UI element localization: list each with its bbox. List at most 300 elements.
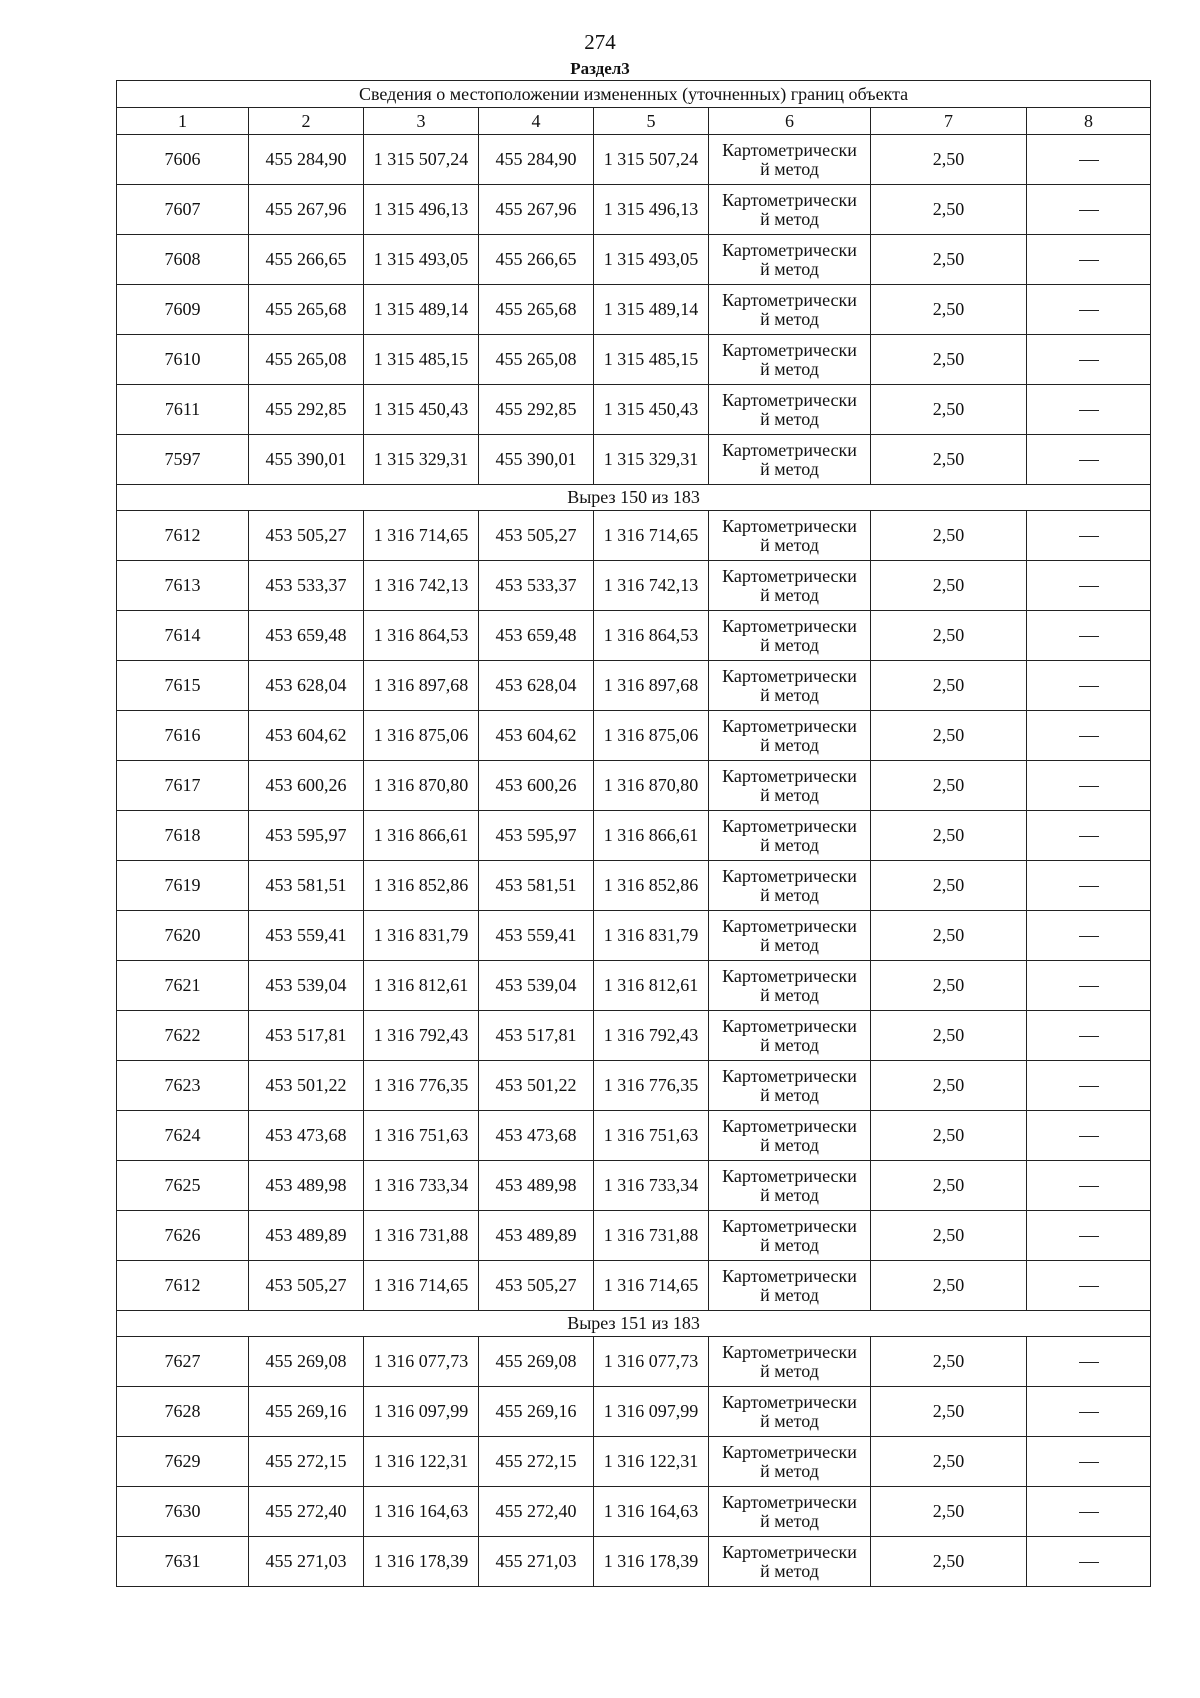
accuracy-cell: 2,50 xyxy=(871,1437,1027,1487)
note-cell xyxy=(1027,1161,1151,1211)
accuracy-cell: 2,50 xyxy=(871,235,1027,285)
note-cell xyxy=(1027,561,1151,611)
method-text-line2: й метод xyxy=(760,534,819,555)
note-cell xyxy=(1027,1487,1151,1537)
y-old-cell: 1 315 493,05 xyxy=(364,235,479,285)
note-cell xyxy=(1027,1537,1151,1587)
method-text-line1: Картометрически xyxy=(722,615,857,636)
y-old-cell: 1 316 164,63 xyxy=(364,1487,479,1537)
accuracy-cell: 2,50 xyxy=(871,1487,1027,1537)
accuracy-cell: 2,50 xyxy=(871,1161,1027,1211)
column-header: 1 xyxy=(117,108,249,135)
method-cell xyxy=(709,235,871,285)
point-number-cell: 7620 xyxy=(117,911,249,961)
y-new-cell: 1 315 450,43 xyxy=(594,385,709,435)
table-row xyxy=(117,1387,1151,1437)
method-cell xyxy=(709,1487,871,1537)
table-row xyxy=(117,611,1151,661)
y-old-cell: 1 316 812,61 xyxy=(364,961,479,1011)
column-header: 4 xyxy=(479,108,594,135)
em-dash-icon xyxy=(1079,1286,1099,1287)
note-cell xyxy=(1027,911,1151,961)
page-number: 274 xyxy=(584,30,616,54)
x-old-cell: 455 269,16 xyxy=(249,1387,364,1437)
x-old-cell: 453 581,51 xyxy=(249,861,364,911)
note-cell xyxy=(1027,811,1151,861)
note-cell xyxy=(1027,135,1151,185)
y-new-cell: 1 316 831,79 xyxy=(594,911,709,961)
em-dash-icon xyxy=(1079,1362,1099,1363)
em-dash-icon xyxy=(1079,686,1099,687)
method-text-line1: Картометрически xyxy=(722,965,857,986)
accuracy-cell: 2,50 xyxy=(871,511,1027,561)
y-new-cell: 1 316 733,34 xyxy=(594,1161,709,1211)
x-new-cell: 455 266,65 xyxy=(479,235,594,285)
method-cell xyxy=(709,561,871,611)
table-row xyxy=(117,285,1151,335)
em-dash-icon xyxy=(1079,1036,1099,1037)
em-dash-icon xyxy=(1079,886,1099,887)
method-cell xyxy=(709,185,871,235)
point-number-cell: 7623 xyxy=(117,1061,249,1111)
accuracy-cell: 2,50 xyxy=(871,1211,1027,1261)
table-row xyxy=(117,1111,1151,1161)
column-header-row xyxy=(117,108,1151,135)
method-text-line1: Картометрически xyxy=(722,239,857,260)
method-text-line2: й метод xyxy=(760,1360,819,1381)
accuracy-cell: 2,50 xyxy=(871,561,1027,611)
table-row xyxy=(117,511,1151,561)
y-new-cell: 1 316 897,68 xyxy=(594,661,709,711)
note-cell xyxy=(1027,1211,1151,1261)
accuracy-cell: 2,50 xyxy=(871,811,1027,861)
x-old-cell: 453 473,68 xyxy=(249,1111,364,1161)
y-old-cell: 1 316 077,73 xyxy=(364,1337,479,1387)
method-text-line1: Картометрически xyxy=(722,665,857,686)
method-cell xyxy=(709,1011,871,1061)
point-number-cell: 7611 xyxy=(117,385,249,435)
method-cell xyxy=(709,861,871,911)
x-old-cell: 453 600,26 xyxy=(249,761,364,811)
section-label-row xyxy=(117,485,1151,511)
x-new-cell: 453 473,68 xyxy=(479,1111,594,1161)
y-new-cell: 1 316 714,65 xyxy=(594,511,709,561)
note-cell xyxy=(1027,235,1151,285)
x-old-cell: 453 517,81 xyxy=(249,1011,364,1061)
x-old-cell: 453 533,37 xyxy=(249,561,364,611)
method-cell xyxy=(709,1211,871,1261)
accuracy-cell: 2,50 xyxy=(871,661,1027,711)
y-new-cell: 1 316 812,61 xyxy=(594,961,709,1011)
method-text-line2: й метод xyxy=(760,458,819,479)
x-new-cell: 455 267,96 xyxy=(479,185,594,235)
method-text-line1: Картометрически xyxy=(722,189,857,210)
y-old-cell: 1 316 875,06 xyxy=(364,711,479,761)
method-text-line2: й метод xyxy=(760,158,819,179)
method-text-line1: Картометрически xyxy=(722,1165,857,1186)
accuracy-cell: 2,50 xyxy=(871,761,1027,811)
point-number-cell: 7612 xyxy=(117,511,249,561)
em-dash-icon xyxy=(1079,836,1099,837)
method-text-line2: й метод xyxy=(760,934,819,955)
y-old-cell: 1 316 897,68 xyxy=(364,661,479,711)
point-number-cell: 7610 xyxy=(117,335,249,385)
note-cell xyxy=(1027,861,1151,911)
method-cell xyxy=(709,135,871,185)
y-old-cell: 1 316 742,13 xyxy=(364,561,479,611)
em-dash-icon xyxy=(1079,1412,1099,1413)
x-old-cell: 453 659,48 xyxy=(249,611,364,661)
table-row xyxy=(117,1011,1151,1061)
method-text-line2: й метод xyxy=(760,584,819,605)
accuracy-cell: 2,50 xyxy=(871,1387,1027,1437)
table-row xyxy=(117,761,1151,811)
accuracy-cell: 2,50 xyxy=(871,961,1027,1011)
table-row xyxy=(117,711,1151,761)
note-cell xyxy=(1027,1261,1151,1311)
method-text-line1: Картометрически xyxy=(722,1441,857,1462)
method-text-line1: Картометрически xyxy=(722,139,857,160)
em-dash-icon xyxy=(1079,1512,1099,1513)
y-old-cell: 1 316 733,34 xyxy=(364,1161,479,1211)
y-old-cell: 1 315 496,13 xyxy=(364,185,479,235)
note-cell xyxy=(1027,435,1151,485)
em-dash-icon xyxy=(1079,1462,1099,1463)
method-text-line1: Картометрически xyxy=(722,439,857,460)
point-number-cell: 7621 xyxy=(117,961,249,1011)
method-text-line2: й метод xyxy=(760,1034,819,1055)
point-number-cell: 7626 xyxy=(117,1211,249,1261)
accuracy-cell: 2,50 xyxy=(871,435,1027,485)
x-old-cell: 455 271,03 xyxy=(249,1537,364,1587)
accuracy-cell: 2,50 xyxy=(871,185,1027,235)
x-new-cell: 453 595,97 xyxy=(479,811,594,861)
table-row xyxy=(117,385,1151,435)
column-header: 3 xyxy=(364,108,479,135)
accuracy-cell: 2,50 xyxy=(871,1537,1027,1587)
note-cell xyxy=(1027,335,1151,385)
method-text-line2: й метод xyxy=(760,1284,819,1305)
method-text-line2: й метод xyxy=(760,308,819,329)
method-cell xyxy=(709,1337,871,1387)
table-row xyxy=(117,911,1151,961)
method-text-line1: Картометрически xyxy=(722,1341,857,1362)
x-old-cell: 455 292,85 xyxy=(249,385,364,435)
y-old-cell: 1 316 792,43 xyxy=(364,1011,479,1061)
point-number-cell: 7609 xyxy=(117,285,249,335)
table-title-row xyxy=(117,81,1151,108)
x-new-cell: 455 265,68 xyxy=(479,285,594,335)
note-cell xyxy=(1027,1337,1151,1387)
point-number-cell: 7617 xyxy=(117,761,249,811)
accuracy-cell: 2,50 xyxy=(871,1337,1027,1387)
em-dash-icon xyxy=(1079,260,1099,261)
table-row xyxy=(117,1437,1151,1487)
em-dash-icon xyxy=(1079,1086,1099,1087)
x-new-cell: 453 505,27 xyxy=(479,1261,594,1311)
method-text-line2: й метод xyxy=(760,1460,819,1481)
table-row xyxy=(117,1337,1151,1387)
method-text-line2: й метод xyxy=(760,634,819,655)
point-number-cell: 7628 xyxy=(117,1387,249,1437)
note-cell xyxy=(1027,1111,1151,1161)
x-new-cell: 453 533,37 xyxy=(479,561,594,611)
y-new-cell: 1 316 714,65 xyxy=(594,1261,709,1311)
method-cell xyxy=(709,611,871,661)
x-old-cell: 453 489,89 xyxy=(249,1211,364,1261)
x-new-cell: 455 265,08 xyxy=(479,335,594,385)
method-text-line2: й метод xyxy=(760,408,819,429)
point-number-cell: 7624 xyxy=(117,1111,249,1161)
table-row xyxy=(117,661,1151,711)
x-old-cell: 453 628,04 xyxy=(249,661,364,711)
table-row xyxy=(117,1061,1151,1111)
point-number-cell: 7608 xyxy=(117,235,249,285)
x-new-cell: 455 272,40 xyxy=(479,1487,594,1537)
method-text-line1: Картометрически xyxy=(722,1215,857,1236)
y-new-cell: 1 316 164,63 xyxy=(594,1487,709,1537)
y-new-cell: 1 316 122,31 xyxy=(594,1437,709,1487)
method-text-line2: й метод xyxy=(760,784,819,805)
x-old-cell: 455 265,68 xyxy=(249,285,364,335)
method-text-line2: й метод xyxy=(760,684,819,705)
y-old-cell: 1 316 731,88 xyxy=(364,1211,479,1261)
method-text-line2: й метод xyxy=(760,358,819,379)
column-header: 6 xyxy=(709,108,871,135)
y-old-cell: 1 316 751,63 xyxy=(364,1111,479,1161)
y-old-cell: 1 316 866,61 xyxy=(364,811,479,861)
method-text-line1: Картометрически xyxy=(722,865,857,886)
table-row xyxy=(117,1487,1151,1537)
x-old-cell: 455 284,90 xyxy=(249,135,364,185)
method-cell xyxy=(709,811,871,861)
table-body xyxy=(117,135,1151,1587)
method-cell xyxy=(709,761,871,811)
x-new-cell: 455 284,90 xyxy=(479,135,594,185)
y-new-cell: 1 316 870,80 xyxy=(594,761,709,811)
x-old-cell: 453 505,27 xyxy=(249,511,364,561)
y-new-cell: 1 316 077,73 xyxy=(594,1337,709,1387)
point-number-cell: 7614 xyxy=(117,611,249,661)
table-row xyxy=(117,861,1151,911)
table-row xyxy=(117,961,1151,1011)
x-old-cell: 455 272,15 xyxy=(249,1437,364,1487)
x-new-cell: 453 501,22 xyxy=(479,1061,594,1111)
note-cell xyxy=(1027,285,1151,335)
x-old-cell: 453 505,27 xyxy=(249,1261,364,1311)
method-cell xyxy=(709,1537,871,1587)
method-cell xyxy=(709,911,871,961)
section-title: Раздел3 xyxy=(570,59,630,78)
y-new-cell: 1 316 864,53 xyxy=(594,611,709,661)
section-label-row xyxy=(117,1311,1151,1337)
y-new-cell: 1 316 097,99 xyxy=(594,1387,709,1437)
em-dash-icon xyxy=(1079,1136,1099,1137)
y-old-cell: 1 316 097,99 xyxy=(364,1387,479,1437)
point-number-cell: 7612 xyxy=(117,1261,249,1311)
method-text-line1: Картометрически xyxy=(722,565,857,586)
method-text-line1: Картометрически xyxy=(722,1065,857,1086)
method-text-line2: й метод xyxy=(760,1234,819,1255)
y-old-cell: 1 315 329,31 xyxy=(364,435,479,485)
x-new-cell: 453 600,26 xyxy=(479,761,594,811)
method-text-line2: й метод xyxy=(760,1510,819,1531)
x-new-cell: 455 269,16 xyxy=(479,1387,594,1437)
method-text-line2: й метод xyxy=(760,258,819,279)
column-header: 5 xyxy=(594,108,709,135)
point-number-cell: 7616 xyxy=(117,711,249,761)
y-new-cell: 1 316 866,61 xyxy=(594,811,709,861)
accuracy-cell: 2,50 xyxy=(871,285,1027,335)
method-cell xyxy=(709,1437,871,1487)
point-number-cell: 7618 xyxy=(117,811,249,861)
note-cell xyxy=(1027,1387,1151,1437)
x-old-cell: 455 265,08 xyxy=(249,335,364,385)
x-new-cell: 455 272,15 xyxy=(479,1437,594,1487)
x-old-cell: 455 269,08 xyxy=(249,1337,364,1387)
em-dash-icon xyxy=(1079,410,1099,411)
em-dash-icon xyxy=(1079,360,1099,361)
method-cell xyxy=(709,385,871,435)
method-text-line2: й метод xyxy=(760,1134,819,1155)
method-text-line1: Картометрически xyxy=(722,1015,857,1036)
method-cell xyxy=(709,511,871,561)
point-number-cell: 7627 xyxy=(117,1337,249,1387)
method-text-line1: Картометрически xyxy=(722,1265,857,1286)
table-row xyxy=(117,335,1151,385)
point-number-cell: 7613 xyxy=(117,561,249,611)
y-old-cell: 1 316 776,35 xyxy=(364,1061,479,1111)
table-row xyxy=(117,811,1151,861)
method-text-line2: й метод xyxy=(760,208,819,229)
y-old-cell: 1 316 178,39 xyxy=(364,1537,479,1587)
y-old-cell: 1 315 485,15 xyxy=(364,335,479,385)
y-new-cell: 1 316 792,43 xyxy=(594,1011,709,1061)
table-row xyxy=(117,1161,1151,1211)
x-old-cell: 455 272,40 xyxy=(249,1487,364,1537)
method-text-line1: Картометрически xyxy=(722,289,857,310)
note-cell xyxy=(1027,661,1151,711)
accuracy-cell: 2,50 xyxy=(871,911,1027,961)
em-dash-icon xyxy=(1079,210,1099,211)
method-text-line2: й метод xyxy=(760,984,819,1005)
y-new-cell: 1 316 742,13 xyxy=(594,561,709,611)
x-new-cell: 453 489,98 xyxy=(479,1161,594,1211)
column-header: 8 xyxy=(1027,108,1151,135)
note-cell xyxy=(1027,511,1151,561)
method-text-line2: й метод xyxy=(760,834,819,855)
method-cell xyxy=(709,285,871,335)
table-row xyxy=(117,561,1151,611)
y-old-cell: 1 316 714,65 xyxy=(364,511,479,561)
point-number-cell: 7619 xyxy=(117,861,249,911)
method-text-line2: й метод xyxy=(760,734,819,755)
x-old-cell: 455 266,65 xyxy=(249,235,364,285)
y-new-cell: 1 315 496,13 xyxy=(594,185,709,235)
accuracy-cell: 2,50 xyxy=(871,335,1027,385)
x-old-cell: 453 501,22 xyxy=(249,1061,364,1111)
em-dash-icon xyxy=(1079,786,1099,787)
accuracy-cell: 2,50 xyxy=(871,135,1027,185)
x-new-cell: 453 539,04 xyxy=(479,961,594,1011)
table-title: Сведения о местоположении измененных (уточненных) границ объекта xyxy=(117,81,1151,108)
method-cell xyxy=(709,1111,871,1161)
method-cell xyxy=(709,961,871,1011)
em-dash-icon xyxy=(1079,160,1099,161)
table-row xyxy=(117,185,1151,235)
em-dash-icon xyxy=(1079,636,1099,637)
point-number-cell: 7625 xyxy=(117,1161,249,1211)
note-cell xyxy=(1027,961,1151,1011)
method-text-line2: й метод xyxy=(760,1560,819,1581)
em-dash-icon xyxy=(1079,586,1099,587)
em-dash-icon xyxy=(1079,736,1099,737)
method-text-line1: Картометрически xyxy=(722,1115,857,1136)
method-text-line1: Картометрически xyxy=(722,815,857,836)
point-number-cell: 7615 xyxy=(117,661,249,711)
em-dash-icon xyxy=(1079,1236,1099,1237)
table-row xyxy=(117,1211,1151,1261)
x-old-cell: 453 559,41 xyxy=(249,911,364,961)
method-text-line1: Картометрически xyxy=(722,1491,857,1512)
y-new-cell: 1 315 507,24 xyxy=(594,135,709,185)
y-new-cell: 1 316 875,06 xyxy=(594,711,709,761)
point-number-cell: 7606 xyxy=(117,135,249,185)
x-new-cell: 453 581,51 xyxy=(479,861,594,911)
boundary-coordinates-table xyxy=(116,80,1151,1587)
y-old-cell: 1 316 852,86 xyxy=(364,861,479,911)
em-dash-icon xyxy=(1079,460,1099,461)
y-old-cell: 1 315 507,24 xyxy=(364,135,479,185)
method-text-line1: Картометрически xyxy=(722,1541,857,1562)
x-old-cell: 453 539,04 xyxy=(249,961,364,1011)
accuracy-cell: 2,50 xyxy=(871,1111,1027,1161)
y-new-cell: 1 316 731,88 xyxy=(594,1211,709,1261)
y-old-cell: 1 315 450,43 xyxy=(364,385,479,435)
note-cell xyxy=(1027,1061,1151,1111)
method-text-line2: й метод xyxy=(760,1184,819,1205)
em-dash-icon xyxy=(1079,536,1099,537)
y-new-cell: 1 315 485,15 xyxy=(594,335,709,385)
method-text-line1: Картометрически xyxy=(722,389,857,410)
accuracy-cell: 2,50 xyxy=(871,711,1027,761)
x-old-cell: 455 267,96 xyxy=(249,185,364,235)
em-dash-icon xyxy=(1079,1562,1099,1563)
note-cell xyxy=(1027,185,1151,235)
table-row xyxy=(117,1261,1151,1311)
note-cell xyxy=(1027,611,1151,661)
method-text-line1: Картометрически xyxy=(722,915,857,936)
method-cell xyxy=(709,1161,871,1211)
accuracy-cell: 2,50 xyxy=(871,1061,1027,1111)
accuracy-cell: 2,50 xyxy=(871,1261,1027,1311)
em-dash-icon xyxy=(1079,986,1099,987)
y-new-cell: 1 315 489,14 xyxy=(594,285,709,335)
x-new-cell: 453 659,48 xyxy=(479,611,594,661)
y-new-cell: 1 316 751,63 xyxy=(594,1111,709,1161)
x-new-cell: 453 517,81 xyxy=(479,1011,594,1061)
y-old-cell: 1 315 489,14 xyxy=(364,285,479,335)
accuracy-cell: 2,50 xyxy=(871,861,1027,911)
y-new-cell: 1 315 493,05 xyxy=(594,235,709,285)
method-cell xyxy=(709,335,871,385)
y-new-cell: 1 316 776,35 xyxy=(594,1061,709,1111)
method-cell xyxy=(709,1061,871,1111)
x-old-cell: 453 604,62 xyxy=(249,711,364,761)
x-old-cell: 453 595,97 xyxy=(249,811,364,861)
note-cell xyxy=(1027,385,1151,435)
method-cell xyxy=(709,1261,871,1311)
